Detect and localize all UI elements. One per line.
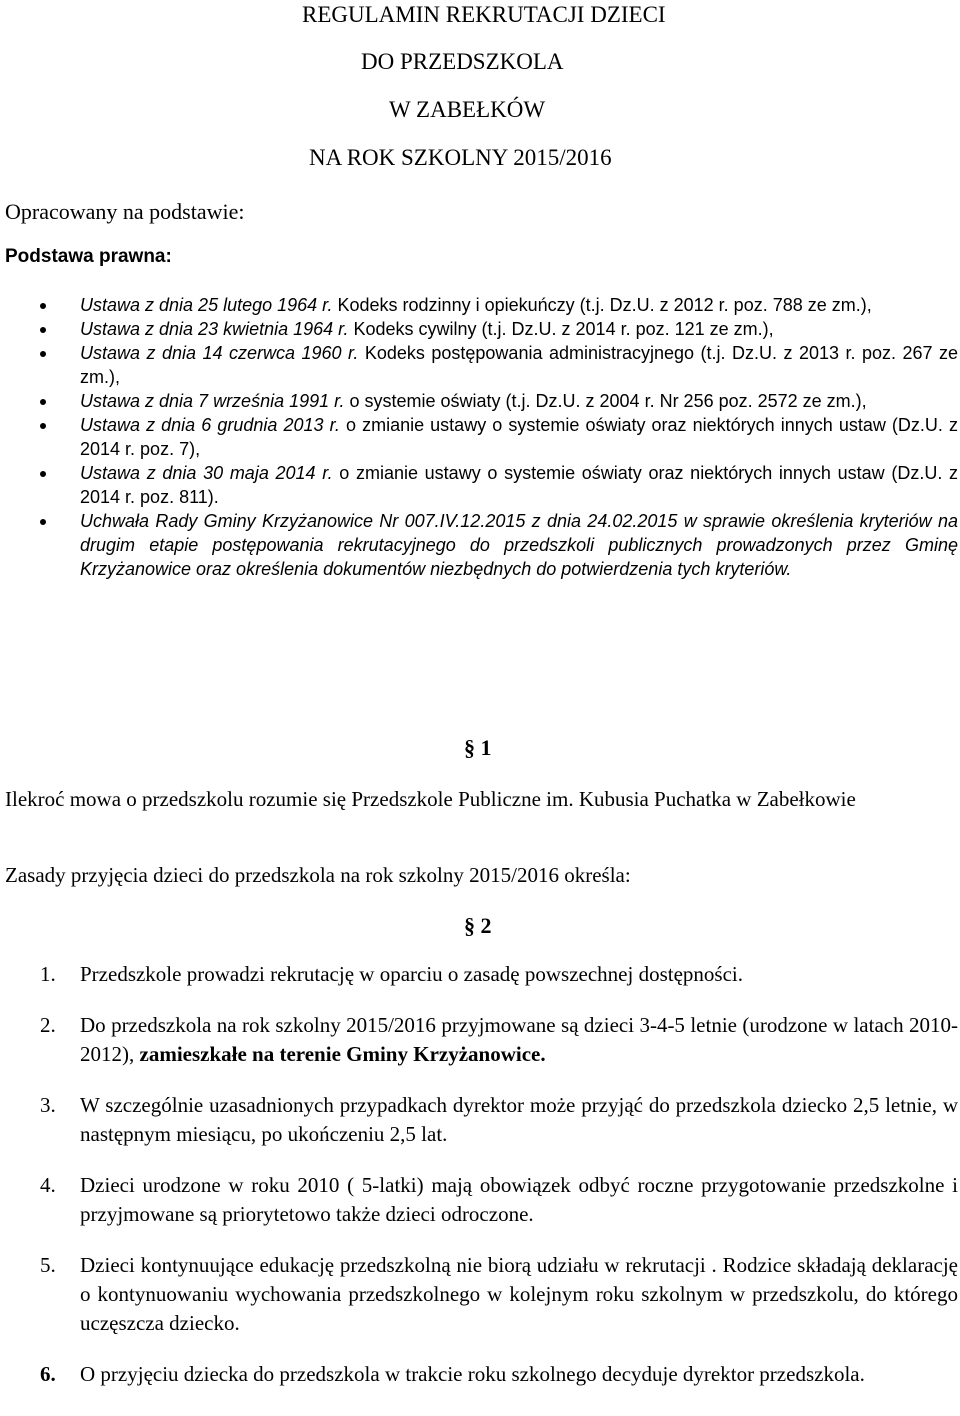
law-item [40,293,958,317]
rule-number: 6. [40,1362,56,1386]
rule-text: Dzieci urodzone w roku 2010 ( 5-latki) mają obowiązek odbyć roczne przygotowanie przedszkolne i przyjmowane są priorytetowo także dzieci odroczone. [80,1173,958,1226]
law-item [40,389,958,413]
bullet-icon [40,471,46,477]
admission-rules-list [40,960,958,1389]
rule-item [40,960,958,989]
section-heading-1: § 1 [464,735,492,760]
admission-rules-intro: Zasady przyjęcia dzieci do przedszkola na rok szkolny 2015/2016 określa: [5,863,631,887]
rule-number: 4. [40,1173,56,1197]
law-details: Kodeks rodzinny i opiekuńczy (t.j. Dz.U. z 2012 r. poz. 788 ze zm.), [332,295,872,315]
law-item [40,317,958,341]
rule-item [40,1251,958,1338]
law-name: Ustawa z dnia 6 grudnia 2013 r. [80,415,340,435]
law-name: Ustawa z dnia 7 września 1991 r. [80,391,345,411]
bullet-icon [40,351,46,357]
bullet-icon [40,303,46,309]
rule-emphasis: zamieszkałe na terenie Gminy Krzyżanowice. [139,1042,546,1066]
law-details: o systemie oświaty (t.j. Dz.U. z 2004 r. Nr 256 poz. 2572 ze zm.), [344,391,867,411]
law-name: Ustawa z dnia 30 maja 2014 r. [80,463,333,483]
rule-text: Przedszkole prowadzi rekrutację w oparciu o zasadę powszechnej dostępności. [80,962,743,986]
legal-basis-label: Podstawa prawna: [5,246,172,267]
law-item [40,341,958,389]
law-item [40,413,958,461]
bullet-icon [40,399,46,405]
rule-item [40,1360,958,1389]
bullet-icon [40,423,46,429]
title-line-1: REGULAMIN REKRUTACJI DZIECI [302,2,666,27]
basis-label: Opracowany na podstawie: [5,199,245,224]
rule-text: Dzieci kontynuujące edukację przedszkolną nie biorą udziału w rekrutacji . Rodzice składają deklarację o kontynuowaniu wychowania przedszkolnego w kolejnym roku szkolnym w przedszkolu, do którego uczęszcza dziecko. [80,1253,958,1335]
section-heading-2: § 2 [464,913,492,938]
rule-item [40,1011,958,1069]
rule-text: O przyjęciu dziecka do przedszkola w trakcie roku szkolnego decyduje dyrektor przedszkola. [80,1362,865,1386]
bullet-icon [40,519,46,525]
rule-text: Do przedszkola na rok szkolny 2015/2016 przyjmowane są dzieci 3-4-5 letnie (urodzone w latach 2010-2012), [80,1013,958,1066]
rule-text: W szczególnie uzasadnionych przypadkach dyrektor może przyjąć do przedszkola dziecko 2,5 letnie, w następnym miesiącu, po ukończeniu 2,5 lat. [80,1093,958,1146]
law-details: o zmianie ustawy o systemie oświaty oraz niektórych innych ustaw (Dz.U. z 2014 r. poz. 811). [80,463,959,507]
rule-number: 2. [40,1013,56,1037]
rule-item [40,1171,958,1229]
preschool-definition: Ilekroć mowa o przedszkolu rozumie się Przedszkole Publiczne im. Kubusia Puchatka w Zabełkowie [5,787,856,811]
resolution-item [40,509,958,581]
title-line-3: W ZABEŁKÓW [389,97,546,122]
law-name: Ustawa z dnia 23 kwietnia 1964 r. [80,319,349,339]
legal-basis-list [40,293,958,581]
law-name: Ustawa z dnia 25 lutego 1964 r. [80,295,333,315]
resolution-text: Uchwała Rady Gminy Krzyżanowice Nr 007.IV.12.2015 z dnia 24.02.2015 w sprawie określenia kryteriów na drugim etapie postępowania rekrutacyjnego do przedszkoli publicznych prowadzonych przez Gminę Krzyżanowice oraz określenia dokumentów niezbędnych do potwierdzenia tych kryteriów. [80,511,958,579]
law-item [40,461,958,509]
rule-number: 3. [40,1093,56,1117]
rule-number: 5. [40,1253,56,1277]
bullet-icon [40,327,46,333]
law-details: Kodeks cywilny (t.j. Dz.U. z 2014 r. poz. 121 ze zm.), [348,319,774,339]
rule-number: 1. [40,962,56,986]
rule-item [40,1091,958,1149]
law-name: Ustawa z dnia 14 czerwca 1960 r. [80,343,359,363]
title-line-2: DO PRZEDSZKOLA [361,49,564,74]
title-line-4: NA ROK SZKOLNY 2015/2016 [309,145,612,170]
law-details: Kodeks postępowania administracyjnego (t.j. Dz.U. z 2013 r. poz. 267 ze zm.), [80,343,959,387]
law-details: o zmianie ustawy o systemie oświaty oraz niektórych innych ustaw (Dz.U. z 2014 r. poz. 7), [80,415,958,459]
